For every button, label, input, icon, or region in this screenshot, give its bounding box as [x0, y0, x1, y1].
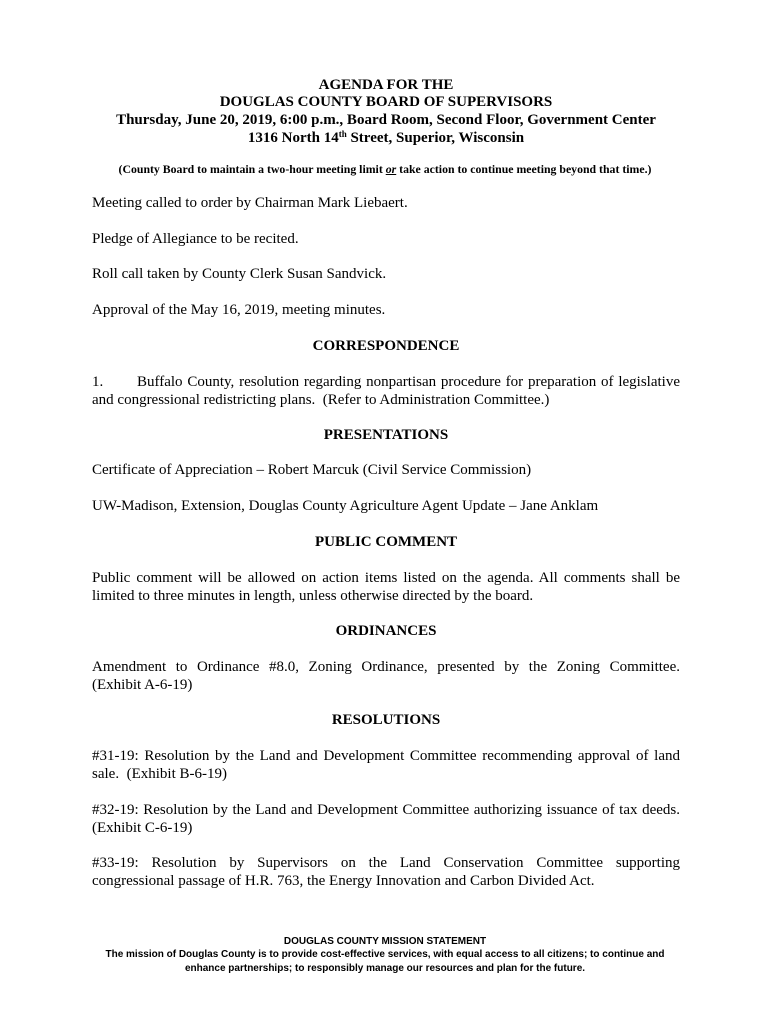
time-limit-note-emphasis: or — [385, 162, 397, 176]
mission-statement-line: The mission of Douglas County is to provide cost-effective services, with equal access to all citizens; to continue and — [105, 949, 665, 960]
resolution-item-line: #32-19: Resolution by the Land and Development Committee authorizing issuance of tax deeds. — [92, 802, 680, 818]
section-heading-correspondence: CORRESPONDENCE — [312, 338, 460, 354]
agenda-item-minutes-approval: Approval of the May 16, 2019, meeting minutes. — [92, 302, 386, 318]
section-heading-public-comment: PUBLIC COMMENT — [314, 534, 458, 550]
resolution-item-line: congressional passage of H.R. 763, the Energy Innovation and Carbon Divided Act. — [92, 873, 595, 889]
meeting-details: Thursday, June 20, 2019, 6:00 p.m., Board Room, Second Floor, Government Center — [116, 112, 656, 128]
agenda-item-pledge: Pledge of Allegiance to be recited. — [92, 231, 299, 247]
public-comment-text-line: Public comment will be allowed on action items listed on the agenda. All comments shall be — [92, 570, 680, 586]
meeting-address — [92, 129, 680, 147]
correspondence-item-line: Buffalo County, resolution regarding nonpartisan procedure for preparation of legislative — [137, 374, 680, 390]
resolution-item-line: #33-19: Resolution by Supervisors on the Land Conservation Committee supporting — [92, 855, 680, 871]
section-heading-ordinances: ORDINANCES — [335, 623, 437, 639]
address-remainder: Street, Superior, Wisconsin — [346, 130, 525, 146]
agenda-item-roll-call: Roll call taken by County Clerk Susan Sandvick. — [92, 266, 387, 282]
section-heading-resolutions: RESOLUTIONS — [331, 712, 441, 728]
resolution-item-line: (Exhibit C-6-19) — [92, 820, 193, 836]
ordinance-item-line: (Exhibit A-6-19) — [92, 677, 193, 693]
agenda-item-call-to-order: Meeting called to order by Chairman Mark Liebaert. — [92, 195, 408, 211]
time-limit-note-end: take action to continue meeting beyond that time.) — [396, 162, 652, 176]
mission-statement-title: DOUGLAS COUNTY MISSION STATEMENT — [283, 936, 487, 947]
resolution-item-line: #31-19: Resolution by the Land and Development Committee recommending approval of land — [92, 748, 680, 764]
board-name: DOUGLAS COUNTY BOARD OF SUPERVISORS — [219, 94, 553, 110]
time-limit-note — [60, 162, 710, 176]
mission-statement-line: enhance partnerships; to responsibly manage our resources and plan for the future. — [184, 963, 586, 974]
section-heading-presentations: PRESENTATIONS — [323, 427, 449, 443]
public-comment-text-line: limited to three minutes in length, unless otherwise directed by the board. — [92, 588, 534, 604]
resolution-item-line: sale. (Exhibit B-6-19) — [92, 766, 227, 782]
correspondence-item-line: and congressional redistricting plans. (Refer to Administration Committee.) — [92, 392, 550, 408]
address-street-number: 1316 North 14 — [247, 130, 339, 146]
presentation-item: UW-Madison, Extension, Douglas County Agriculture Agent Update – Jane Anklam — [92, 498, 599, 514]
agenda-title: AGENDA FOR THE — [318, 77, 454, 93]
presentation-item: Certificate of Appreciation – Robert Marcuk (Civil Service Commission) — [92, 462, 532, 478]
item-number: 1. — [92, 374, 104, 390]
address-ordinal-suffix: th — [338, 129, 347, 139]
ordinance-item-line: Amendment to Ordinance #8.0, Zoning Ordinance, presented by the Zoning Committee. — [92, 659, 680, 675]
time-limit-note-start: (County Board to maintain a two-hour meeting limit — [118, 162, 386, 176]
